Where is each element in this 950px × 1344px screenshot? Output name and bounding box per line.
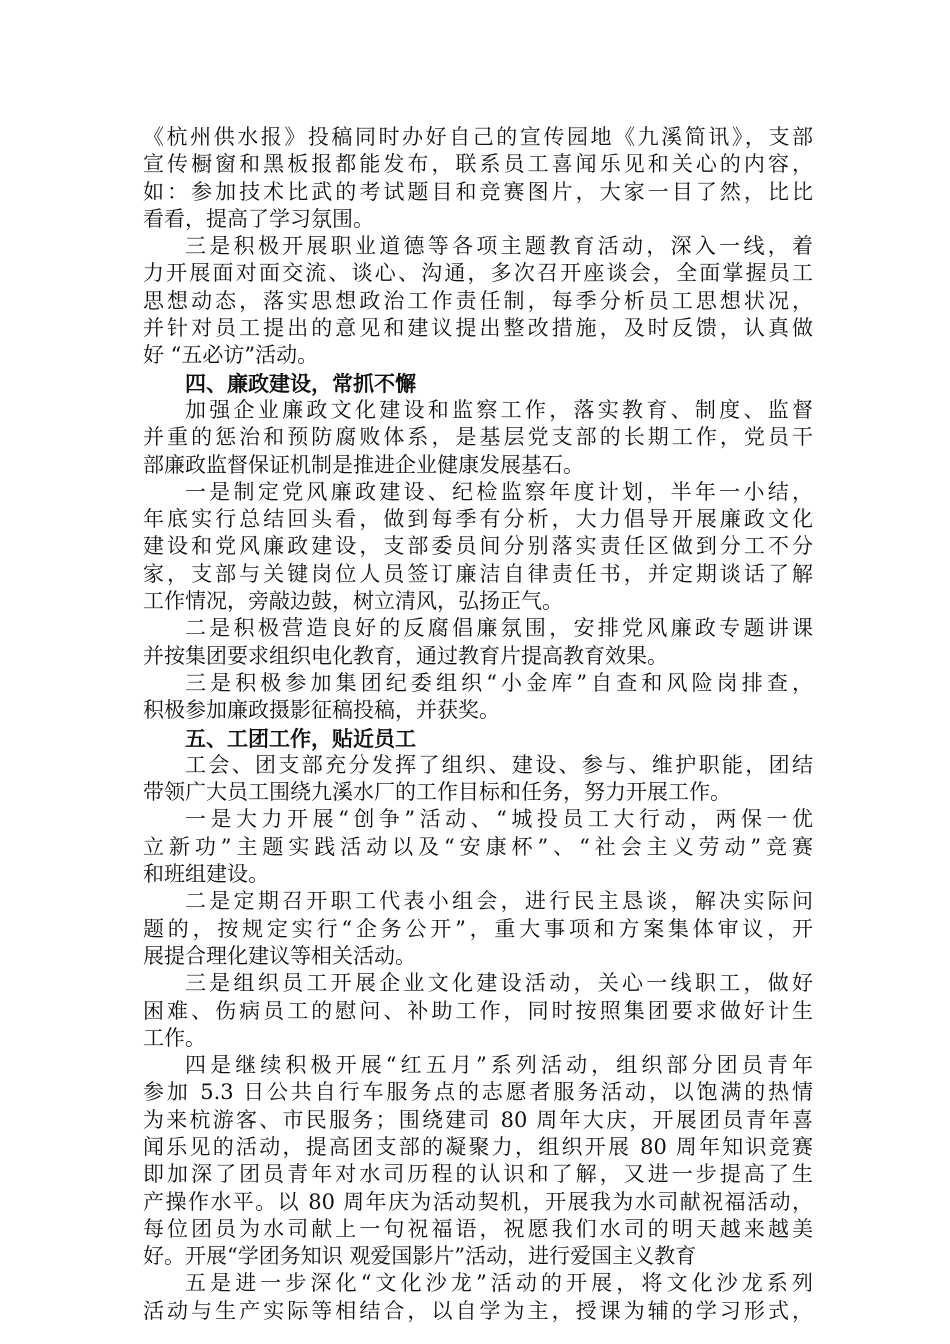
text-line: 带领广大员工围绕九溪水厂的工作目标和任务，努力开展工作。 [143, 780, 731, 805]
text-line: 看看，提高了学习氛围。 [143, 206, 374, 231]
text-line: 《杭州供水报》投稿同时办好自己的宣传园地《九溪简讯》，支部 [143, 125, 813, 149]
text-line: 力开展面对面交流、谈心、沟通，多次召开座谈会，全面掌握员工 [143, 261, 813, 286]
text-line: 好 “五必访”活动。 [143, 343, 319, 368]
text-line: 家，支部与关键岗位人员签订廉洁自律责任书，并定期谈话了解 [143, 561, 813, 586]
text-line: 即加深了团员青年对水司历程的认识和了解，又进一步提高了生 [143, 1162, 813, 1187]
section-heading: 四、廉政建设，常抓不懈 [185, 370, 416, 396]
text-line: 好。开展“学团务知识 观爱国影片”活动，进行爱国主义教育 [143, 1244, 697, 1269]
document-page [143, 124, 813, 1325]
text-line: 宣传橱窗和黑板报都能发布，联系员工喜闻乐见和关心的内容， [143, 152, 813, 177]
text-line: 四是继续积极开展“红五月”系列活动，组织部分团员青年 [185, 1053, 813, 1078]
text-line: 一是制定党风廉政建设、纪检监察年度计划，半年一小结， [185, 479, 813, 504]
text-line: 建设和党风廉政建设，支部委员间分别落实责任区做到分工不分 [143, 534, 813, 559]
text-line: 三是积极参加集团纪委组织“小金库”自查和风险岗排查， [185, 670, 813, 695]
text-line: 三是积极开展职业道德等各项主题教育活动，深入一线，着 [185, 234, 813, 259]
text-line: 部廉政监督保证机制是推进企业健康发展基石。 [143, 452, 584, 477]
text-line: 思想动态，落实思想政治工作责任制，每季分析员工思想状况， [143, 288, 813, 313]
text-line: 并针对员工提出的意见和建议提出整改措施，及时反馈，认真做 [143, 316, 813, 341]
text-line: 并按集团要求组织电化教育，通过教育片提高教育效果。 [143, 643, 668, 668]
text-line: 工作。 [143, 1025, 206, 1050]
text-line: 闻乐见的活动，提高团支部的凝聚力，组织开展 80 周年知识竞赛 [143, 1134, 813, 1159]
section-heading: 五、工团工作，贴近员工 [185, 725, 416, 751]
text-line: 三是组织员工开展企业文化建设活动，关心一线职工，做好 [185, 971, 813, 996]
text-line: 立新功”主题实践活动以及“安康杯”、“社会主义劳动”竞赛 [143, 834, 813, 859]
text-line: 积极参加廉政摄影征稿投稿，并获奖。 [143, 698, 500, 723]
text-line: 展提合理化建议等相关活动。 [143, 943, 416, 968]
text-line: 工作情况，旁敲边鼓，树立清风，弘扬正气。 [143, 589, 563, 614]
text-line: 为来杭游客、市民服务；围绕建司 80 周年大庆，开展团员青年喜 [143, 1107, 813, 1132]
text-line: 年底实行总结回头看，做到每季有分析，大力倡导开展廉政文化 [143, 507, 813, 532]
text-line: 二是积极营造良好的反腐倡廉氛围，安排党风廉政专题讲课 [185, 616, 813, 641]
text-line: 活动与生产实际等相结合，以自学为主，授课为辅的学习形式， [143, 1298, 813, 1323]
text-line: 五是进一步深化“文化沙龙”活动的开展，将文化沙龙系列 [185, 1271, 813, 1296]
text-line: 并重的惩治和预防腐败体系，是基层党支部的长期工作，党员干 [143, 425, 813, 450]
text-line: 参加 5.3 日公共自行车服务点的志愿者服务活动，以饱满的热情 [143, 1080, 813, 1105]
text-line: 如：参加技术比武的考试题目和竞赛图片，大家一目了然，比比 [143, 179, 813, 204]
text-line: 加强企业廉政文化建设和监察工作，落实教育、制度、监督 [185, 397, 813, 422]
text-line: 产操作水平。以 80 周年庆为活动契机，开展我为水司献祝福活动， [143, 1189, 813, 1214]
text-line: 二是定期召开职工代表小组会，进行民主恳谈，解决实际问 [185, 889, 813, 914]
text-line: 题的，按规定实行“企务公开”，重大事项和方案集体审议，开 [143, 916, 813, 941]
text-line: 困难、伤病员工的慰问、补助工作，同时按照集团要求做好计生 [143, 998, 813, 1023]
text-line: 每位团员为水司献上一句祝福语，祝愿我们水司的明天越来越美 [143, 1216, 813, 1241]
text-line: 一是大力开展“创争”活动、“城投员工大行动，两保一优 [185, 807, 813, 832]
text-line: 工会、团支部充分发挥了组织、建设、参与、维护职能，团结 [185, 752, 813, 777]
text-line: 和班组建设。 [143, 862, 269, 887]
